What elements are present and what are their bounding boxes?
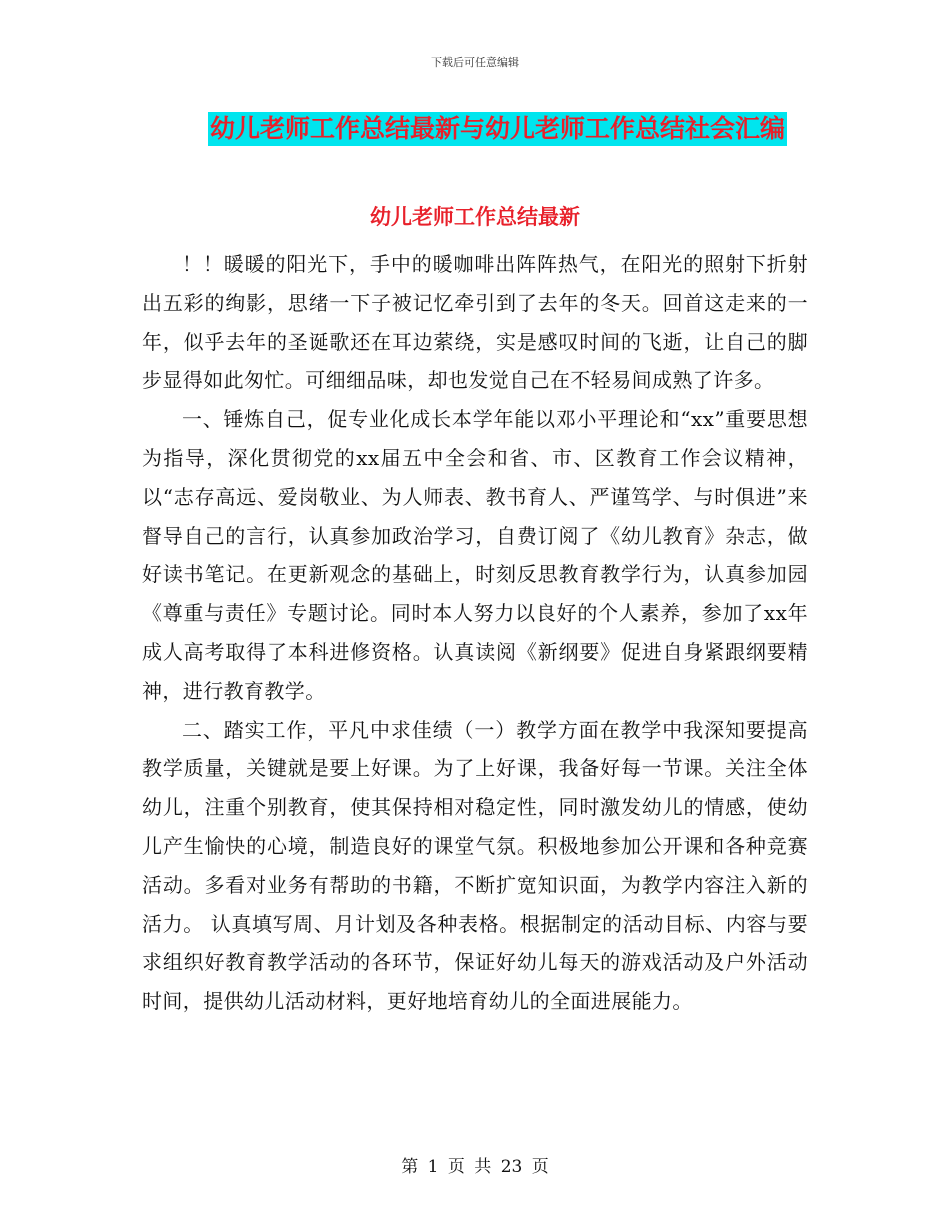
page-header-note: 下载后可任意编辑 bbox=[431, 56, 519, 69]
paragraph: 一、锤炼自己，促专业化成长本学年能以邓小平理论和“xx”重要思想为指导，深化贯彻党的xx届五中全会和省、市、区教育工作会议精神，以“志存高远、爱岗敬业、为人师表、教书育人、严谨笃学、与时俱进”来督导自己的言行，认真参加政治学习，自费订阅了《幼儿教育》杂志，做好读书笔记。在更新观念的基础上，时刻反思教育教学行为，认真参加园《尊重与责任》专题讨论。同时本人努力以良好的个人素养，参加了xx年成人高考取得了本科进修资格。认真读阅《新纲要》促进自身紧跟纲要精神，进行教育教学。 bbox=[142, 407, 808, 703]
paragraph: ！！暖暖的阳光下，手中的暖咖啡出阵阵热气，在阳光的照射下折射出五彩的绚影，思绪一下子被记忆牵引到了去年的冬天。回首这走来的一年，似乎去年的圣诞歌还在耳边萦绕，实是感叹时间的飞逝，让自己的脚步显得如此匆忙。可细细品味，却也发觉自己在不轻易间成熟了许多。 bbox=[142, 252, 808, 393]
paragraph: 二、踏实工作，平凡中求佳绩（一）教学方面在教学中我深知要提高教学质量，关键就是要上好课。为了上好课，我备好每一节课。关注全体幼儿，注重个别教育，使其保持相对稳定性，同时激发幼儿的情感，使幼儿产生愉快的心境，制造良好的课堂气氛。积极地参加公开课和各种竞赛活动。多看对业务有帮助的书籍，不断扩宽知识面，为教学内容注入新的活力。 认真填写周、月计划及各种表格。根据制定的活动目标、内容与要求组织好教育教学活动的各环节，保证好幼儿每天的游戏活动及户外活动时间，提供幼儿活动材料，更好地培育幼儿的全面进展能力。 bbox=[142, 717, 808, 1014]
page-number-footer: 第 1 页 共 23 页 bbox=[401, 1157, 549, 1177]
main-title-container bbox=[0, 112, 950, 146]
document-body bbox=[142, 245, 808, 1021]
document-title: 幼儿老师工作总结最新与幼儿老师工作总结社会汇编 bbox=[208, 112, 787, 146]
section-title: 幼儿老师工作总结最新 bbox=[370, 205, 580, 229]
